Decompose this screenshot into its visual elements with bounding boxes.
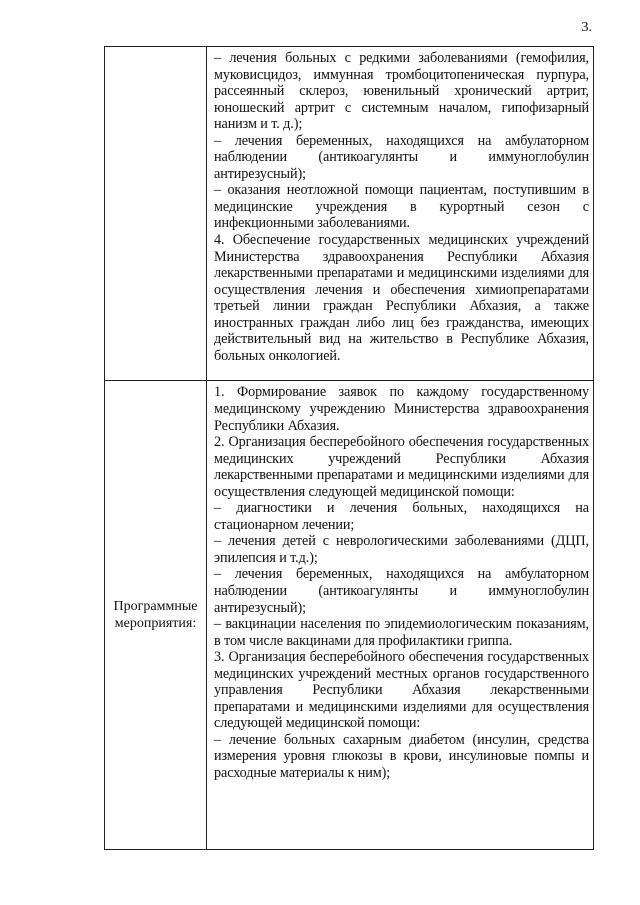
paragraph: – лечения беременных, находящихся на амбулаторном наблюдении (антикоагулянты и иммуноглобулин антирезусный); <box>214 566 589 616</box>
paragraph: 1. Формирование заявок по каждому государственному медицинскому учреждению Министерства здравоохранения Республики Абхазия. <box>214 384 589 434</box>
row-content-cell <box>207 381 594 850</box>
paragraph: 3. Организация бесперебойного обеспечения государственных медицинских учреждений местных органов государственного управления Республики Абхазия лекарственными препаратами и медицинскими изделиями для осуществления следующей медицинской помощи: <box>214 649 589 732</box>
table-row <box>105 381 594 850</box>
table-row <box>105 47 594 381</box>
paragraph: – лечения беременных, находящихся на амбулаторном наблюдении (антикоагулянты и иммуноглобулин антирезусный); <box>214 132 589 182</box>
program-table <box>104 46 594 850</box>
page-number: 3. <box>581 20 592 35</box>
paragraph: – лечения детей с неврологическими заболеваниями (ДЦП, эпилепсия и т.д.); <box>214 533 589 566</box>
paragraph: – диагностики и лечения больных, находящихся на стационарном лечении; <box>214 500 589 533</box>
paragraph: – оказания неотложной помощи пациентам, поступившим в медицинские учреждения в курортный сезон с инфекционными заболеваниями. <box>214 182 589 232</box>
paragraph: 4. Обеспечение государственных медицинских учреждений Министерства здравоохранения Республики Абхазия лекарственными препаратами и медицинскими изделиями для осуществления лечения и обеспечения химиопрепаратами третьей линии граждан Республики Абхазия, а также иностранных граждан либо лиц без гражданства, имеющих действительный вид на жительство в Республике Абхазия, больных онкологией. <box>214 232 589 364</box>
paragraph: 2. Организация бесперебойного обеспечения государственных медицинских учреждений Республики Абхазия лекарственными препаратами и медицинскими изделиями для осуществления следующей медицинской помощи: <box>214 434 589 500</box>
paragraph: – лечения больных с редкими заболеваниями (гемофилия, муковисцидоз, иммунная тромбоцитопеническая пурпура, рассеянный склероз, ювенильный хронический артрит, юношеский артрит с системным началом, гипофизарный нанизм и т. д.); <box>214 50 589 133</box>
row-label-cell <box>105 47 207 381</box>
paragraph: – вакцинации населения по эпидемиологическим показаниям, в том числе вакцинами для профилактики гриппа. <box>214 616 589 649</box>
row-content-cell <box>207 47 594 381</box>
paragraph: – лечение больных сахарным диабетом (инсулин, средства измерения уровня глюкозы в крови, инсулиновые помпы и расходные материалы к ним); <box>214 731 589 781</box>
row-label-program-measures: Программные мероприятия: <box>105 381 207 850</box>
